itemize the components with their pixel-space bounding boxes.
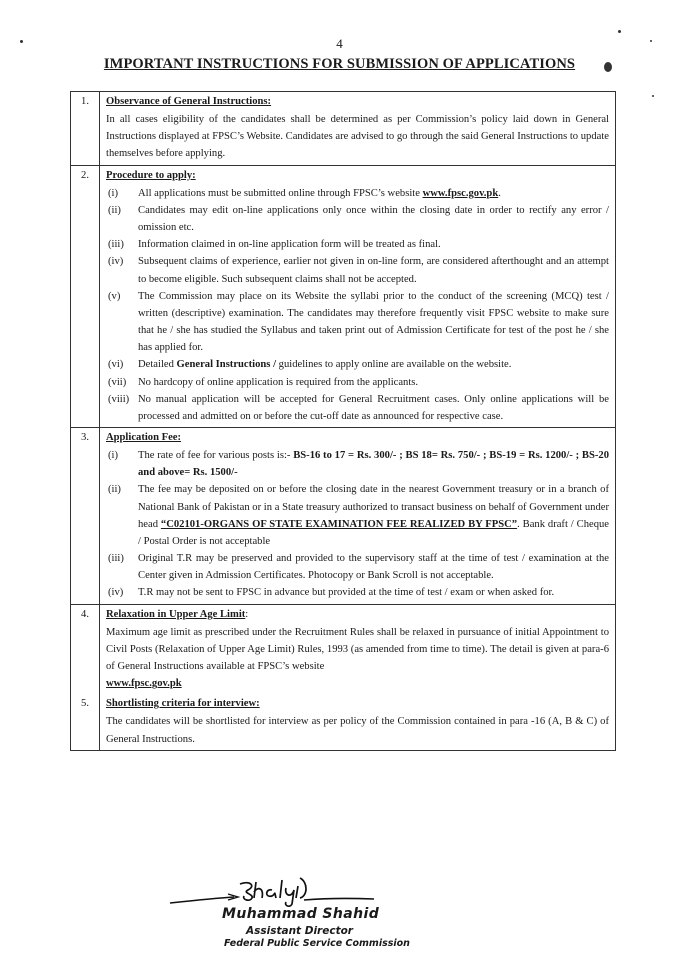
section-1-row — [71, 92, 616, 166]
website-link[interactable]: www.fpsc.gov.pk — [422, 187, 499, 199]
item-text: T.R may not be sent to FPSC in advance but provided at the time of test / exam or when asked for. — [138, 587, 555, 599]
section-heading: Shortlisting criteria for interview: — [106, 698, 260, 710]
heading-suffix: : — [245, 608, 249, 620]
section-paragraph: Maximum age limit as prescribed under the Recruitment Rules shall be relaxed in pursuance of initial Appointment to Civil Posts (Relaxation of Upper Age Limit) Rules, 1993 (as amended from time to time). The detail is given at para-6 of General Instructions available at FPSC’s website — [106, 626, 609, 672]
list-item — [106, 288, 609, 357]
list-item — [106, 447, 609, 481]
item-number: (ii) — [108, 204, 121, 216]
list-item — [106, 584, 609, 601]
section-4-row — [71, 604, 616, 694]
list-item — [106, 481, 609, 550]
item-text-part: The rate of fee for various posts is:- — [138, 450, 294, 462]
item-number: (vii) — [108, 376, 127, 388]
section-body — [100, 604, 616, 694]
document-title: IMPORTANT INSTRUCTIONS FOR SUBMISSION OF APPLICATIONS — [103, 56, 576, 72]
item-text-part: guidelines to apply online are available on the website. — [276, 359, 512, 371]
instructions-table — [70, 91, 616, 751]
section-heading: Relaxation in Upper Age Limit — [106, 608, 246, 620]
fee-head: “C02101-ORGANS OF STATE EXAMINATION FEE REALIZED BY FPSC” — [160, 518, 518, 530]
signatory-name: Muhammad Shahid — [222, 906, 380, 922]
list-item — [106, 356, 609, 373]
list-item — [106, 374, 609, 391]
item-number: (i) — [108, 187, 118, 199]
section-heading: Application Fee: — [106, 431, 182, 443]
scan-speck — [650, 40, 652, 42]
item-text — [138, 481, 609, 550]
item-text — [138, 185, 609, 202]
scan-speck — [618, 30, 621, 33]
section-body — [100, 92, 616, 166]
page-number: 4 — [336, 36, 343, 51]
handwritten-signature — [168, 876, 378, 908]
item-text: Candidates may edit on-line applications only once within the closing date in order to rectify any error / omission etc. — [138, 204, 609, 234]
item-number: (iv) — [108, 256, 124, 268]
section-body — [100, 694, 616, 750]
section-number: 5. — [71, 694, 100, 750]
list-item — [106, 202, 609, 236]
list-item — [106, 391, 609, 425]
signatory-organization: Federal Public Service Commission — [224, 938, 410, 949]
item-number: (v) — [108, 290, 121, 302]
item-text — [138, 447, 609, 481]
item-text-part: . Bank draft / Cheque / Postal Order is not acceptable — [138, 518, 609, 547]
section-number: 2. — [71, 165, 100, 427]
section-body — [100, 165, 616, 427]
item-number: (iii) — [108, 239, 124, 251]
item-number: (viii) — [108, 393, 130, 405]
item-text: Subsequent claims of experience, earlier not given in on-line form, are considered afterthought and an attempt to become eligible. Such subsequent claims shall not be accepted. — [138, 256, 609, 285]
item-text: Original T.R may be preserved and provided to the supervisory staff at the time of test / examination at the Center given in Admission Certificates. Photocopy or Bank Scroll is not acceptable. — [138, 553, 609, 582]
item-text-part: The fee may be deposited on or before the closing date in the nearest Government treasury or in a branch of National Bank of Pakistan or in a State treasury authorized to transact business on behalf of Government under head — [138, 484, 609, 530]
section-3-row — [71, 427, 616, 604]
section-body — [100, 427, 616, 604]
item-text: The Commission may place on its Website the syllabi prior to the conduct of the screening (MCQ) test / written (descriptive) examination. The candidates may therefore frequently visit FPSC website to make sure that he / she has studied the Syllabus and taken print out of Admission Certificate for test of the post he / she has applied for. — [138, 290, 609, 354]
list-item — [106, 185, 609, 202]
item-number: (vi) — [108, 359, 124, 371]
section-number: 3. — [71, 427, 100, 604]
item-text: No manual application will be accepted for General Recruitment cases. Only online applications will be processed and admitted on or before the cut-off date as announced for respective case. — [138, 393, 609, 422]
section-heading: Procedure to apply: — [106, 169, 196, 181]
scan-speck — [652, 95, 654, 97]
signatory-designation: Assistant Director — [246, 925, 353, 937]
item-text: Information claimed in on-line application form will be treated as final. — [138, 239, 441, 251]
scan-speck — [604, 62, 612, 72]
item-text: No hardcopy of online application is required from the applicants. — [138, 376, 419, 388]
section-2-row — [71, 165, 616, 427]
section-number: 4. — [71, 604, 100, 694]
website-link[interactable]: www.fpsc.gov.pk — [106, 678, 182, 690]
list-item — [106, 253, 609, 287]
section-paragraph: In all cases eligibility of the candidates shall be determined as per Commission’s policy laid down in General Instructions displayed at FPSC’s Website. Candidates are advised to go through the said General Instructions to update themselves before applying. — [106, 114, 609, 160]
scan-speck — [20, 40, 23, 43]
item-text — [138, 356, 609, 373]
list-item — [106, 550, 609, 584]
fee-rates: BS-16 to 17 = Rs. 300/- ; BS 18= Rs. 750/- ; BS-19 = Rs. 1200/- ; BS-20 and above= Rs. 1500/- — [138, 450, 609, 479]
item-number: (iii) — [108, 553, 124, 565]
item-text-part: All applications must be submitted online through FPSC’s website — [138, 187, 423, 199]
section-heading: Observance of General Instructions: — [106, 96, 272, 107]
section-5-row — [71, 694, 616, 750]
item-number: (ii) — [108, 484, 121, 496]
item-number: (i) — [108, 450, 118, 462]
list-item — [106, 236, 609, 253]
item-text-part: . — [498, 187, 501, 199]
bold-text: General Instructions / — [176, 359, 277, 371]
item-text-part: Detailed — [138, 359, 177, 371]
item-number: (iv) — [108, 587, 124, 599]
section-number: 1. — [71, 92, 100, 166]
section-paragraph: The candidates will be shortlisted for interview as per policy of the Commission contained in para -16 (A, B & C) of General Instructions. — [106, 716, 609, 745]
